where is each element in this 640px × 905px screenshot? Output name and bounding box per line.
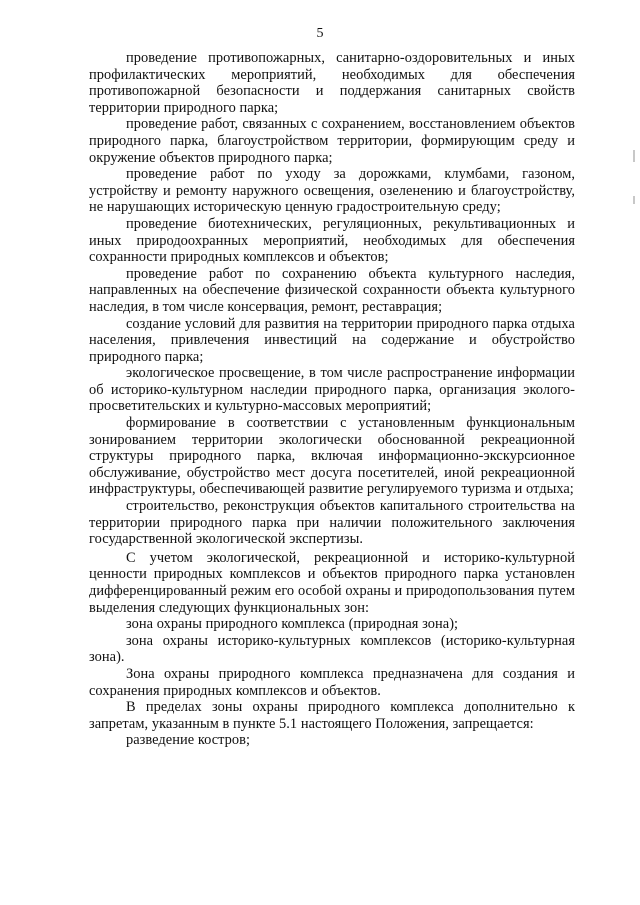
paragraph: В пределах зоны охраны природного комплекса дополнительно к запретам, указанным в пункте 5.1 настоящего Положения, запрещается: bbox=[89, 699, 575, 732]
paragraph: Зона охраны природного комплекса предназначена для создания и сохранения природных комплексов и объектов. bbox=[89, 665, 575, 699]
paragraph: проведение работ, связанных с сохранением, восстановлением объектов природного парка, благоустройством территории, формирующим среду и окружение объектов природного парка; bbox=[89, 116, 575, 166]
document-body bbox=[89, 50, 575, 749]
paragraph: проведение биотехнических, регуляционных, рекультивационных и иных природоохранных мероприятий, необходимых для обеспечения сохранности природных комплексов и объектов; bbox=[89, 215, 575, 266]
paragraph: проведение работ по уходу за дорожками, клумбами, газоном, устройству и ремонту наружного освещения, озеленению и благоустройству, не нарушающих историческую ценную градостроительную среду; bbox=[89, 166, 575, 216]
paragraph: экологическое просвещение, в том числе распространение информации об историко-культурном наследии природного парка, организация эколого-просветительских и культурно-массовых мероприятий; bbox=[89, 365, 575, 415]
paragraph: зона охраны природного комплекса (природная зона); bbox=[126, 616, 459, 633]
scan-edge-mark bbox=[633, 150, 635, 162]
paragraph: проведение работ по сохранению объекта культурного наследия, направленных на обеспечение физической сохранности объекта культурного наследия, в том числе консервация, ремонт, реставрация; bbox=[89, 265, 575, 315]
paragraph: С учетом экологической, рекреационной и историко-культурной ценности природных комплексов и объектов природного парка установлен дифференцированный режим его особой охраны и природопользования путем выделения следующих функциональных зон: bbox=[89, 549, 575, 616]
paragraph: проведение противопожарных, санитарно-оздоровительных и иных профилактических мероприятий, необходимых для обеспечения противопожарной безопасности и поддержания санитарных свойств территории природного парка; bbox=[89, 50, 575, 116]
scan-edge-mark bbox=[633, 196, 635, 204]
paragraph: разведение костров; bbox=[126, 732, 251, 749]
paragraph: формирование в соответствии с установленным функциональным зонированием территории экологически обоснованной рекреационной структуры природного парка, включая информационно-экскурсионное обслуживание, обустройство мест досуга посетителей, иной рекреационной инфраструктуры, обеспечивающей развитие регулируемого туризма и отдыха; bbox=[89, 415, 575, 498]
page-number: 5 bbox=[316, 26, 324, 41]
paragraph: зона охраны историко-культурных комплексов (историко-культурная зона). bbox=[89, 632, 575, 666]
paragraph: строительство, реконструкция объектов капитального строительства на территории природного парка при наличии положительного заключения государственной экологической экспертизы. bbox=[89, 498, 575, 548]
paragraph: создание условий для развития на территории природного парка отдыха населения, привлечения инвестиций на содержание и обустройство природного парка; bbox=[89, 315, 575, 365]
